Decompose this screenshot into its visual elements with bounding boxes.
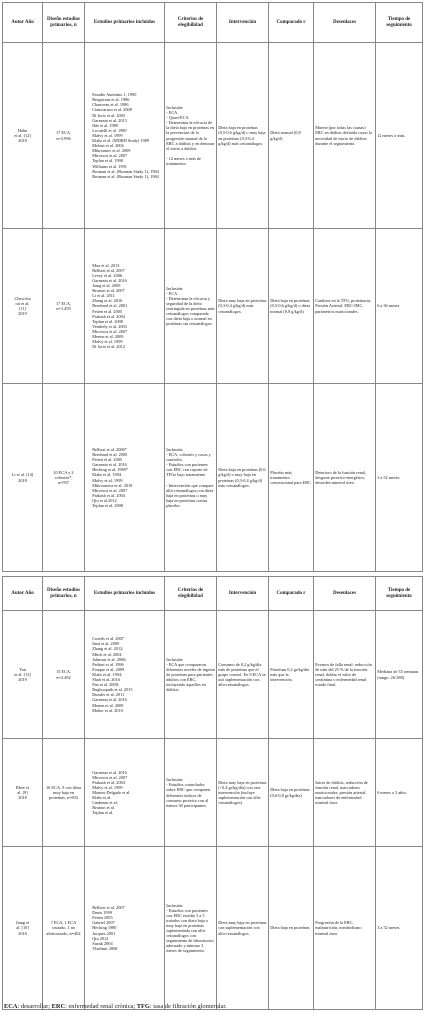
list-item: • Rughooputh et al. 2015 [92,687,163,692]
list-item: • Malvy et al. 1999 [92,133,163,138]
list-item: • Gabriel 2007 [92,920,163,925]
list-item: • Qiu et al.2012 [92,498,163,503]
comparator-text: Dieta baja en proteínas (0,5-0,6 g/kg/d) o dieta normal (0,8 g/kg/d) [270,298,310,314]
intervention-text: Dieta baja en proteínas (0,6 g/kg/d) o muy baja en proteínas (0,3-0,4 g/kg/d) más cetoanálogos. [218,467,266,488]
comparator-text: Placebo más tratamiento convencional para ERC [270,469,311,486]
list-item: • Dumler et al. 2011 [92,692,163,697]
list-item: • Zhang et al. 2012; [92,646,163,651]
criteria-cell [165,847,217,1010]
list-item: • Williams et al. 1991 [92,164,163,169]
author-cell [3,229,43,384]
studies-table-part-2 [2,576,423,1010]
list-item: • Pedrini et al. 1996 [92,662,163,667]
design-text: 7 ECA, 1 ECA cruzado, 1 no aleatorizado, n=402 [46,920,81,936]
studies-cell [85,611,165,739]
studies-list [86,263,163,350]
header-intervention: Intervención [217,3,269,43]
intervention-cell [217,384,269,572]
header-intervention: Intervención [217,577,269,611]
table-row [3,847,423,1010]
design-cell [43,611,85,739]
intervention-text: Dieta baja en proteínas (0,5-0,6 g/kg/d) o muy baja en proteínas (0,3-0,4 g/kg/d) más cetoanálogos. [218,125,266,146]
criteria-text: Inclusión: - ECA, cohortes y casos y controles. - Estudios con pacientes con ERC con reporte de TFGe bajo tratamiento - Intervención que compare alfa-cetoanálogos con dieta baja en proteínas o muy baja en proteínas contra placebo. [166,446,214,508]
outcomes-text: Eventos de falla renal: reducción de más del 25 % de la función renal, doblar el valor de creatinina o enfermedad renal estado final. [315,661,372,688]
list-item: • Malvy et al. 1999 [92,785,163,790]
intervention-cell [217,611,269,739]
list-item: • Malvy et al. 1999 [92,339,163,344]
followup-cell [376,611,423,739]
design-text: 10 ECA y 2 cohortes*, n=957 [53,469,74,486]
intervention-text: Dieta muy baja en proteínas (<0,4 gr/kg/día) con otra intervención (incluye suplementación con alfa-cetoanálogos) [218,779,267,806]
header-comparator: Comparado r [269,577,314,611]
criteria-cell [165,229,217,384]
comparator-cell [269,384,314,572]
list-item: • Brunori et al. [92,805,163,810]
list-item: • Qiu 2012 [92,936,163,941]
list-item: • Menon et al. 2009 [92,703,163,708]
criteria-text: Inclusión: - ECA - Quasi-ECA - Determinar la eficacia de la dieta baja en proteínas en la prevención de la progresión natural de la ERC a diálisis y en demorar el inicio a diálisis - 12 meses o más de tratamiento. [166,104,215,166]
list-item: • Zhang et al. 2016 [92,298,163,303]
followup-cell [376,384,423,572]
studies-cell [85,229,165,384]
list-item: • Mikroanov et al. 2009 [92,148,163,153]
list-item: • Bergstrom et al. 1986 [92,97,163,102]
intervention-text: Consumo de 0,2 g/kg/día más de proteínas que el grupo control. En 9 ECA se usó suplementación con alfa-cetoanálogos. [218,661,266,688]
design-cell [43,229,85,384]
studies-cell [85,43,165,229]
header-studies: Estudios primarios incluidos [85,3,165,43]
list-item: • Moher et al. 2010 [92,708,163,713]
list-item: • Montes-Delgado et al. [92,790,163,795]
criteria-text: Inclusión: - Estudios con pacientes con ERC estadio 3 a 5 tratados con dieta baja o muy baja en proteínas suplementada con alfa-cetoanálogos con seguimiento de laboratorios adecuado y mínimo 3 meses de seguimiento. [166,902,214,954]
followup-cell [376,43,423,229]
list-item: • Feiten 2005 [92,915,163,920]
footnote-tfg-text: : tasa de filtración glomerular. [149,1003,227,1010]
list-item: • Johnson et al. 2006; [92,657,163,662]
comparator-text: Dieta normal (0,8 g/kg/d) [270,130,301,141]
studies-list [86,770,163,816]
list-item: • Suzuk 2004 [92,941,163,946]
list-item: • Menon et al. 2009 [92,334,163,339]
followup-cell [376,847,423,1010]
design-cell [43,739,85,847]
footnote-eca-abbr: ECA [4,1003,18,1010]
list-item: • Teplan et al. 2008 [92,503,163,508]
outcomes-text: Progresión de la ERC, malnutrición, metabolismo mineral óseo. [315,920,362,936]
intervention-cell [217,43,269,229]
list-item: • Chauveau et al. 1986 [92,102,163,107]
followup-text: 6 a 36 meses [377,303,400,309]
author-text: Hahn et al. [12] 2018 [14,127,31,144]
list-item: • Lindenau et al. [92,800,163,805]
list-item: • Cozeds et al. 2007 [92,636,163,641]
followup-text: 6 meses a 3 años. [377,789,408,795]
list-item: • Feiten et al. 2005 [92,457,163,462]
list-item: • Klahr et al. 1994 [92,472,163,477]
list-item: • Mircescu et al. 2007 [92,488,163,493]
design-cell [43,847,85,1010]
author-text: Rhee et al. [9] 2018 [15,784,29,801]
studies-cell [85,739,165,847]
header-design: Diseño estudios primarios, n [43,3,85,43]
header-author: Autor Año [3,3,43,43]
footnote-eca-text: : desarrollar; [17,1003,52,1010]
list-item: • Jiang et al. 2009 [92,283,163,288]
author-cell [3,847,43,1010]
list-item: • Garneata et al. 2013 [92,118,163,123]
footnote-erc-abbr: ERC [51,1003,66,1010]
outcomes-cell [314,384,376,572]
header-followup: Tiempo de seguimiento [376,3,423,43]
table-header-row [3,3,423,43]
outcomes-text: Muerte (por todas las causas) ERC en diálisis definida como la necesidad de inicio de diálisis durante el seguimiento. [315,125,372,146]
list-item: • Feiten et al. 2005 [92,309,163,314]
comparator-cell [269,43,314,229]
studies-list [86,636,163,712]
followup-text: 3 a 52 meses. [377,925,401,931]
list-item: • Hecking et al. 1980* [92,467,163,472]
header-outcomes: Desenlaces [314,577,376,611]
outcomes-cell [314,43,376,229]
criteria-text: Inclusión: - Estudios controlados sobre ERC que comparen diferentes índices de consumo proteico con al menos 30 participantes. [166,777,211,808]
outcomes-cell [314,229,376,384]
author-text: Chewcha rat et al. [11] 2019 [14,295,31,317]
studies-cell [85,847,165,1010]
list-item: • Klahr et al. 1994; [92,672,163,677]
footnote-erc-text: : enfermedad renal crónica; [65,1003,137,1010]
list-item: • Ihle et al. 1989 [92,123,163,128]
list-item: • Garneata et al. 2016 [92,462,163,467]
list-item: • Di Iorio et al. 2003 [92,113,163,118]
list-item: • Mou et al. 2013 [92,263,163,268]
list-item: • Garneata et al. 2016 [92,697,163,702]
list-item: • Teplan et al. [92,810,163,815]
header-followup: Tiempo de seguimiento [376,577,423,611]
list-item: • Li et al. 2011 [92,293,163,298]
list-item: • Prakash et al. 2004 [92,314,163,319]
header-outcomes: Desenlaces [314,3,376,43]
design-cell [43,384,85,572]
criteria-text: Inclusión: - ECA que compararon diferentes niveles de ingesta de proteínas para pacientes adultos con ERC, incluyendo aquellos en diálisis. [166,656,215,693]
comparator-cell [269,847,314,1010]
list-item: • Bernhard et al. 2000 [92,452,163,457]
list-item: • Malvy et al. 1999 [92,478,163,483]
outcomes-text: Cambios en la TFG, proteinuria, Presión Arterial, ERC-IMC, parámetros nutricionales. [315,298,371,314]
followup-text: Mediana de 35 semanas (rango: 26-380) [377,669,419,680]
list-item: • Meloni et al. 2004 [92,143,163,148]
studies-list [86,905,163,951]
footnote-tfg-abbr: TFG [136,1003,150,1010]
list-item: • Estudio Anónimo 1, 1990 [92,92,163,97]
list-item: • Prakash et al. 2004 [92,780,163,785]
author-text: Jiang et al. [10] 2016 [15,920,30,936]
author-text: Li et al. [14] 2018 [11,472,34,483]
list-item: • Jacques 2001 [92,931,163,936]
design-text: 17 ECA, n=2.996 [55,130,72,141]
list-item: • Mircescu et al. 2007 [92,329,163,334]
list-item: • Mircescu et al. 2007 [92,775,163,780]
criteria-text: Inclusión: - ECA - Determinar la eficacia y seguridad de la dieta restringida en proteínas más cetoanálogos comparada con dieta baja o normal en proteínas sin cetoanálogos. [166,285,215,327]
list-item: • Fouque et al. 2009 [92,667,163,672]
header-comparator: Comparado r [269,3,314,43]
header-author: Autor Año [3,577,43,611]
studies-list [86,92,163,179]
list-item: • Rosman et al. (Rosman Study 1), 1984 [92,174,163,179]
list-item: • Imai et al. 2009 [92,641,163,646]
studies-list [86,447,163,508]
list-item: • Teplan et al. 2008 [92,319,163,324]
outcomes-cell [314,611,376,739]
list-item: • Prakash et al. 2004 [92,493,163,498]
outcomes-text: Deterioro de la función renal, desgaste proteico-energético, desorden mineral óseo. [315,469,366,486]
list-item: • Vladimir 2008 [92,946,163,951]
list-item: • Bellizzi et al. 2007 [92,268,163,273]
comparator-cell [269,229,314,384]
studies-table-part-1 [2,2,423,572]
author-cell [3,384,43,572]
table-row [3,229,423,384]
design-cell [43,43,85,229]
list-item: • Bernhard et al. 2001 [92,303,163,308]
author-cell [3,43,43,229]
list-item: • Garneata et al. 2016 [92,770,163,775]
list-item: • Di Iorio et al. 2012 [92,344,163,349]
design-text: 16 ECA, 9 con dieta muy baja en proteínas, n=833 [46,784,81,801]
table-row [3,384,423,572]
comparator-cell [269,739,314,847]
table-row [3,739,423,847]
outcomes-text: Inicio de diálisis, reducción de función renal, marcadores nutricionales, presión arterial, marcadores de enfermedad mineral ósea. [315,779,368,806]
list-item: • Locatelli et al. 1989 [92,128,163,133]
list-item: • Klahr et al. (MDRD Study) 1989 [92,138,163,143]
table-footnote [4,1003,227,1011]
list-item: • Vendrely et al. 2003 [92,324,163,329]
table-row [3,611,423,739]
followup-text: 12 meses o más. [377,132,406,138]
table-header-row [3,577,423,611]
criteria-cell [165,384,217,572]
list-item: • Levey et al. 2006 [92,273,163,278]
list-item: • Shah et al. 2016 [92,677,163,682]
author-text: Yan et al. [13] 2019 [14,666,31,683]
outcomes-cell [314,739,376,847]
comparator-text: Dieta baja en proteínas [270,925,310,931]
comparator-text: Dieta baja en proteínas (0,6-0,8 gr/kg/día) [270,787,310,798]
list-item: • Garneata et al. 2016 [92,278,163,283]
list-item: • Bellizzi et al. 2007 [92,905,163,910]
header-criteria: Criterios de elegibilidad [165,577,217,611]
list-item: • Rosman et al. (Rosman Study 1), 1984 [92,169,163,174]
comparator-text: Proteínas 0,2 gr/kg/día más que la intervención. [270,666,310,683]
list-item: • Bellizzi et al. 2006* [92,447,163,452]
followup-cell [376,229,423,384]
list-item: • Mircescu et al. 2007 [92,153,163,158]
outcomes-cell [314,847,376,1010]
intervention-text: Dieta muy baja en proteínas con suplementación con alfa-cetoanálogos. [218,920,267,936]
design-text: 15 ECA, n=2.492 [55,669,72,680]
list-item: • Hecking 1980 [92,925,163,930]
followup-cell [376,739,423,847]
author-cell [3,611,43,739]
criteria-cell [165,739,217,847]
comparator-cell [269,611,314,739]
list-item: • Cianciaruso et al. 2008 [92,107,163,112]
intervention-cell [217,847,269,1010]
table-row [3,43,423,229]
intervention-text: Dieta muy baja en proteínas (0,3-0,4 g/kg/d) más cetoanálogos. [218,298,267,314]
list-item: • Denis 1999 [92,910,163,915]
author-cell [3,739,43,847]
header-design: Diseño estudios primarios, n [43,577,85,611]
header-criteria: Criterios de elegibilidad [165,3,217,43]
list-item: • Mitch et al. 2004 [92,652,163,657]
intervention-cell [217,739,269,847]
list-item: • Teplan et al. 1998 [92,158,163,163]
design-text: 17 ECA, n=1.459 [55,300,72,311]
list-item: • Klahr et al. [92,795,163,800]
list-item: • Mikroanova et al. 2018 [92,483,163,488]
header-studies: Estudios primarios incluidos [85,577,165,611]
list-item: • Pan et al. 2008; [92,682,163,687]
list-item: • Brunori et al. 2007 [92,288,163,293]
followup-text: 3 a 52 meses. [377,474,401,480]
criteria-cell [165,43,217,229]
criteria-cell [165,611,217,739]
intervention-cell [217,229,269,384]
studies-cell [85,384,165,572]
